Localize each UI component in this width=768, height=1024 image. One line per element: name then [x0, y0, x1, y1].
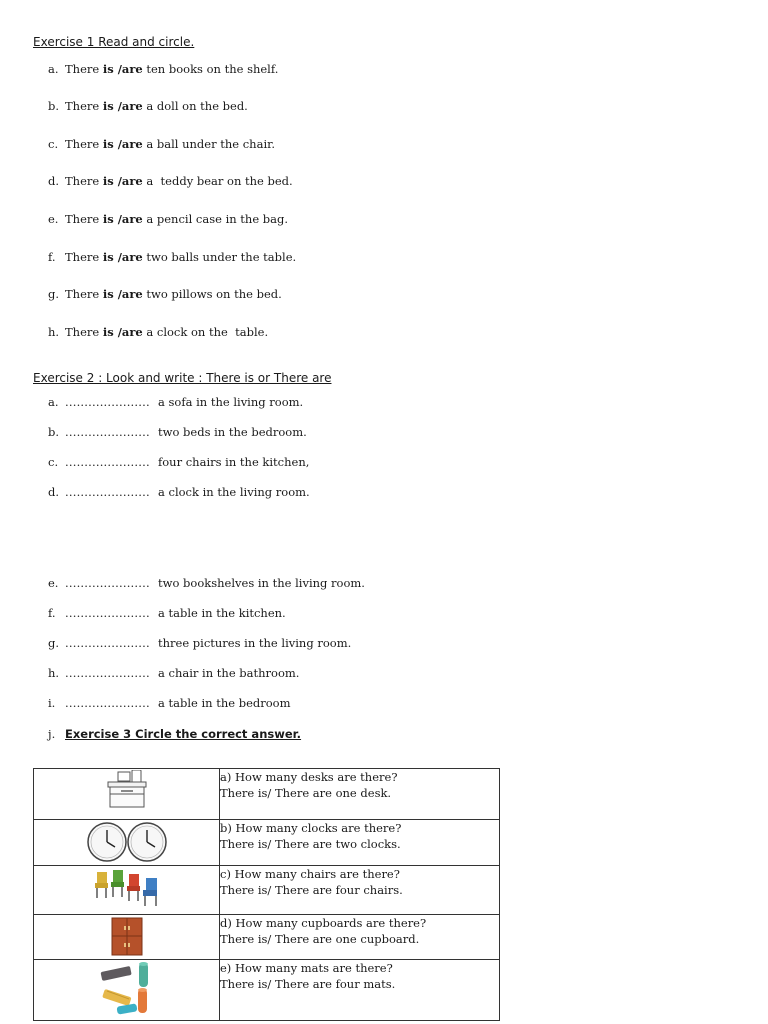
answer-blank: ......................	[65, 606, 150, 620]
picture-cell	[34, 769, 220, 820]
table-row	[34, 820, 500, 866]
answer-blank: ......................	[65, 485, 150, 499]
ex2-item-a: a. ...................... a sofa in the living room.	[48, 395, 304, 409]
ex3-heading-line: j. Exercise 3 Circle the correct answer.	[48, 727, 302, 741]
question-cell	[220, 769, 500, 820]
ex2-item-d: d. ...................... a clock in the living room.	[48, 485, 310, 499]
table-row	[34, 915, 500, 960]
ex1-item-c: c. There is /are a ball under the chair.	[48, 137, 276, 151]
ex1-item-h: h. There is /are a clock on the table.	[48, 325, 269, 339]
exercise-3-table	[33, 768, 500, 1021]
ex1-item-d: d. There is /are a teddy bear on the bed.	[48, 174, 293, 188]
ex2-item-b: b. ...................... two beds in the bedroom.	[48, 425, 307, 439]
cupboard-icon	[110, 917, 144, 957]
table-row	[34, 960, 500, 1021]
ex1-item-a: a. There is /are ten books on the shelf.	[48, 62, 279, 76]
ex2-item-h: h. ...................... a chair in the bathroom.	[48, 666, 300, 680]
answer-choice-text: There is/ There are two clocks.	[220, 837, 401, 851]
ex1-item-g: g. There is /are two pillows on the bed.	[48, 287, 282, 301]
exercise-1-heading: Exercise 1 Read and circle.	[33, 35, 195, 49]
question-cell	[220, 915, 500, 960]
exercise-3-heading: Exercise 3 Circle the correct answer.	[65, 727, 302, 741]
clocks-icon	[87, 820, 167, 864]
desk-icon	[105, 770, 149, 810]
exercise-2-heading: Exercise 2 : Look and write : There is or There are	[33, 371, 332, 385]
ex2-item-g: g. ...................... three pictures in the living room.	[48, 636, 352, 650]
ex1-item-f: f. There is /are two balls under the table.	[48, 250, 297, 264]
question-cell	[220, 960, 500, 1021]
answer-blank: ......................	[65, 576, 150, 590]
answer-blank: ......................	[65, 666, 150, 680]
mats-icon	[97, 961, 157, 1017]
table-row	[34, 866, 500, 915]
answer-blank: ......................	[65, 395, 150, 409]
picture-cell	[34, 866, 220, 915]
answer-choice-text: There is/ There are four chairs.	[220, 883, 403, 897]
picture-cell	[34, 915, 220, 960]
ex2-item-e: e. ...................... two bookshelves in the living room.	[48, 576, 365, 590]
answer-choice-text: There is/ There are four mats.	[220, 977, 396, 991]
ex2-item-c: c. ...................... four chairs in the kitchen,	[48, 455, 310, 469]
question-text: a) How many desks are there?	[220, 770, 398, 784]
picture-cell	[34, 820, 220, 866]
answer-blank: ......................	[65, 425, 150, 439]
answer-blank: ......................	[65, 696, 150, 710]
ex2-item-i: i. ...................... a table in the bedroom	[48, 696, 291, 710]
question-text: e) How many mats are there?	[220, 961, 393, 975]
answer-blank: ......................	[65, 636, 150, 650]
question-text: d) How many cupboards are there?	[220, 916, 427, 930]
answer-choice-text: There is/ There are one cupboard.	[220, 932, 420, 946]
question-text: b) How many clocks are there?	[220, 821, 402, 835]
picture-cell	[34, 960, 220, 1021]
question-cell	[220, 820, 500, 866]
question-text: c) How many chairs are there?	[220, 867, 400, 881]
answer-choice-text: There is/ There are one desk.	[220, 786, 392, 800]
ex1-item-b: b. There is /are a doll on the bed.	[48, 99, 248, 113]
ex1-item-e: e. There is /are a pencil case in the bag.	[48, 212, 289, 226]
answer-blank: ......................	[65, 455, 150, 469]
chairs-icon	[93, 866, 161, 908]
table-row	[34, 769, 500, 820]
question-cell	[220, 866, 500, 915]
ex2-item-f: f. ...................... a table in the kitchen.	[48, 606, 286, 620]
